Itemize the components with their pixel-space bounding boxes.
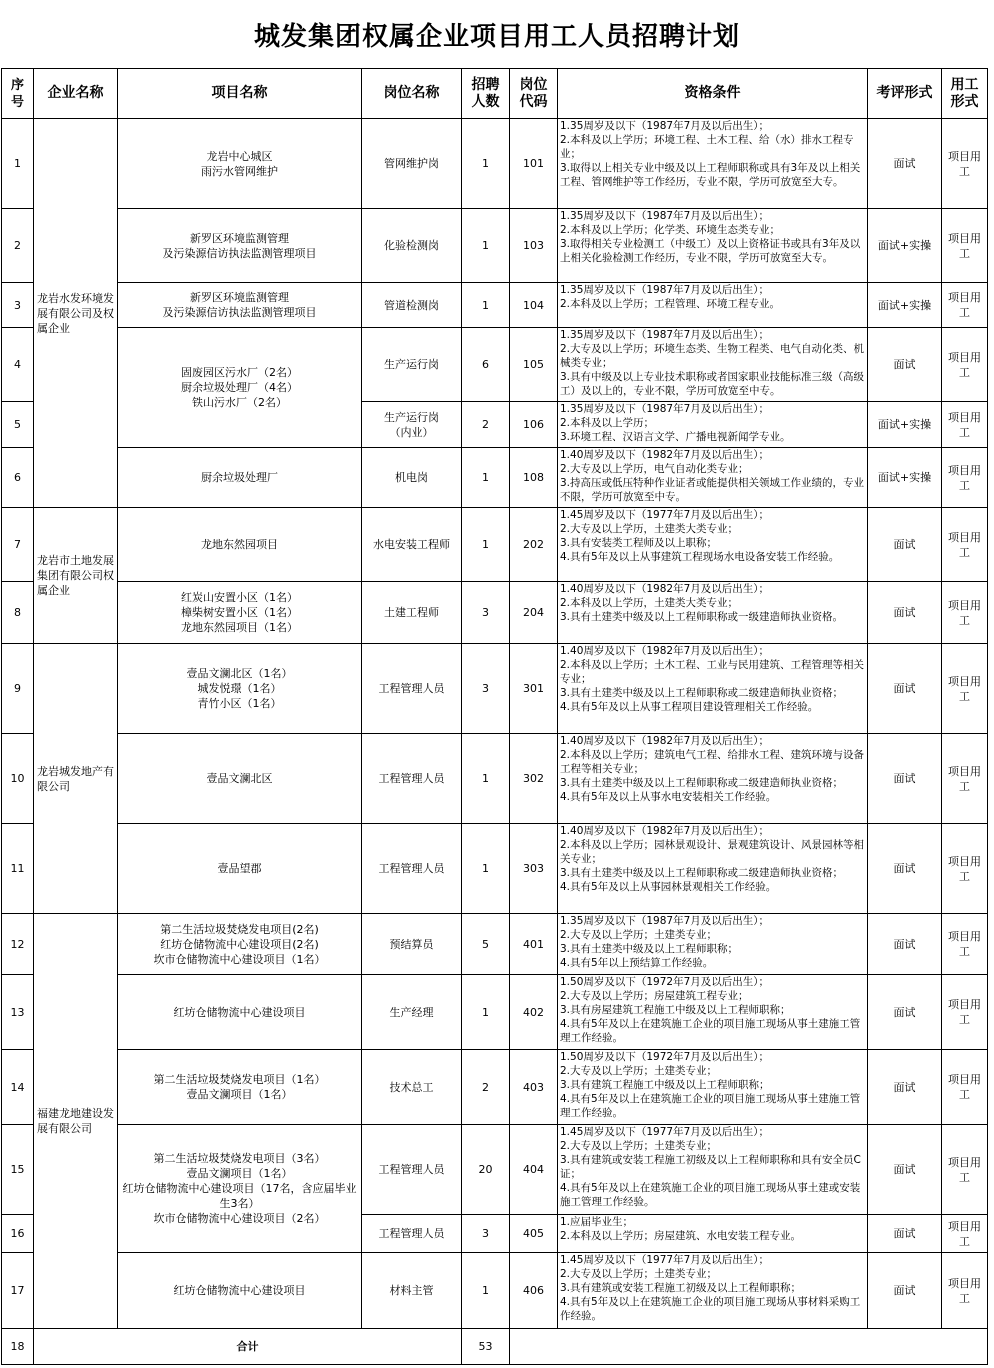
position-cell: 生产运行岗 — [362, 328, 462, 402]
qualification-line: 1.45周岁及以下（1977年7月及以后出生）； — [560, 1254, 770, 1266]
qualification-line: 4.具有5年及以上在建筑施工企业的项目施工现场从事材料采购工作经验。 — [560, 1296, 861, 1322]
employment-cell: 项目用工 — [942, 914, 988, 975]
table-row — [2, 582, 988, 644]
seq-cell: 4 — [2, 328, 34, 402]
qualification-line: 3.取得相关专业检测工（中级工）及以上资格证书或具有3年及以上相关化验检测工作经历，专业不限，学历可放宽至大专。 — [560, 238, 861, 264]
qualification-line: 2.大专及以上学历；土建类专业； — [560, 1140, 718, 1152]
eval-cell: 面试+实操 — [868, 209, 942, 283]
qualification-cell — [558, 328, 868, 402]
eval-cell: 面试 — [868, 1125, 942, 1215]
count-cell: 1 — [462, 824, 510, 914]
count-cell: 1 — [462, 1253, 510, 1329]
eval-cell: 面试 — [868, 328, 942, 402]
qualification-cell — [558, 283, 868, 328]
seq-cell: 17 — [2, 1253, 34, 1329]
table-row — [2, 1050, 988, 1125]
table-row — [2, 209, 988, 283]
code-cell: 204 — [510, 582, 558, 644]
employment-cell: 项目用工 — [942, 1253, 988, 1329]
qualification-line: 3.具有土建类中级及以上工程师职称或二级建造师执业资格； — [560, 867, 844, 879]
position-cell: 土建工程师 — [362, 582, 462, 644]
seq-cell: 16 — [2, 1215, 34, 1253]
code-cell: 406 — [510, 1253, 558, 1329]
count-cell: 1 — [462, 209, 510, 283]
eval-cell: 面试 — [868, 508, 942, 582]
qualification-line: 1.45周岁及以下（1977年7月及以后出生）； — [560, 509, 770, 521]
table-row — [2, 283, 988, 328]
employment-cell: 项目用工 — [942, 644, 988, 734]
company-cell: 福建龙地建设发展有限公司 — [34, 914, 118, 1329]
qualification-cell — [558, 1125, 868, 1215]
code-cell: 405 — [510, 1215, 558, 1253]
eval-cell: 面试 — [868, 734, 942, 824]
qualification-line: 4.具有5年及以上在建筑施工企业的项目施工现场从事土建施工管理工作经验。 — [560, 1093, 861, 1119]
employment-cell: 项目用工 — [942, 975, 988, 1050]
seq-cell: 15 — [2, 1125, 34, 1215]
project-cell: 壹品文澜北区 — [118, 734, 362, 824]
qualification-line: 1.40周岁及以下（1982年7月及以后出生）； — [560, 583, 770, 595]
code-cell: 402 — [510, 975, 558, 1050]
employment-cell: 项目用工 — [942, 283, 988, 328]
qualification-line: 1.50周岁及以下（1972年7月及以后出生）； — [560, 976, 770, 988]
project-cell: 新罗区环境监测管理 及污染源信访执法监测管理项目 — [118, 283, 362, 328]
count-cell: 5 — [462, 914, 510, 975]
table-row — [2, 644, 988, 734]
qualification-line: 2.本科及以上学历；环境工程、土木工程、给（水）排水工程专业； — [560, 134, 854, 160]
qualification-cell — [558, 644, 868, 734]
project-cell: 固废园区污水厂（2名） 厨余垃圾处理厂（4名） 铁山污水厂（2名） — [118, 328, 362, 448]
qualification-line: 1.40周岁及以下（1982年7月及以后出生）； — [560, 825, 770, 837]
qualification-line: 4.具有5年及以上从事园林景观相关工作经验。 — [560, 881, 777, 893]
employment-cell: 项目用工 — [942, 1125, 988, 1215]
seq-cell: 5 — [2, 402, 34, 448]
qualification-line: 1.35周岁及以下（1987年7月及以后出生）； — [560, 120, 770, 132]
qualification-line: 2.大专及以上学历；房屋建筑工程专业； — [560, 990, 749, 1002]
seq-cell: 14 — [2, 1050, 34, 1125]
header-row — [2, 69, 988, 119]
seq-cell: 10 — [2, 734, 34, 824]
empty-cell — [510, 1329, 988, 1365]
seq-cell: 2 — [2, 209, 34, 283]
code-cell: 403 — [510, 1050, 558, 1125]
qualification-line: 2.本科及以上学历；建筑电气工程、给排水工程、建筑环境与设备工程等相关专业； — [560, 749, 865, 775]
qualification-cell — [558, 582, 868, 644]
qualification-line: 2.大专及以上学历；环境生态类、生物工程类、电气自动化类、机械类专业； — [560, 343, 865, 369]
qualification-cell — [558, 824, 868, 914]
table-row — [2, 1253, 988, 1329]
employment-cell: 项目用工 — [942, 824, 988, 914]
code-cell: 103 — [510, 209, 558, 283]
qualification-cell — [558, 402, 868, 448]
employment-cell: 项目用工 — [942, 448, 988, 508]
qualification-line: 2.大专及以上学历；土建类专业； — [560, 1065, 718, 1077]
employment-cell: 项目用工 — [942, 328, 988, 402]
header-qual: 资格条件 — [558, 69, 868, 119]
eval-cell: 面试 — [868, 119, 942, 209]
count-cell: 1 — [462, 448, 510, 508]
qualification-line: 3.持高压或低压特种作业证者或能提供相关领域工作业绩的，专业不限，学历可放宽至中专。 — [560, 477, 865, 503]
position-cell: 水电安装工程师 — [362, 508, 462, 582]
qualification-line: 3.具有土建类中级及以上工程师职称或一级建造师执业资格。 — [560, 611, 844, 623]
qualification-line: 1.35周岁及以下（1987年7月及以后出生）； — [560, 915, 770, 927]
project-cell: 红炭山安置小区（1名） 樟柴树安置小区（1名） 龙地东然园项目（1名） — [118, 582, 362, 644]
position-cell: 预结算员 — [362, 914, 462, 975]
seq-cell: 6 — [2, 448, 34, 508]
eval-cell: 面试 — [868, 582, 942, 644]
count-cell: 1 — [462, 975, 510, 1050]
eval-cell: 面试+实操 — [868, 448, 942, 508]
project-cell: 龙地东然园项目 — [118, 508, 362, 582]
eval-cell: 面试 — [868, 824, 942, 914]
employment-cell: 项目用工 — [942, 1215, 988, 1253]
position-cell: 工程管理人员 — [362, 1125, 462, 1215]
project-cell: 红坊仓储物流中心建设项目 — [118, 1253, 362, 1329]
eval-cell: 面试 — [868, 1253, 942, 1329]
qualification-line: 1.35周岁及以下（1987年7月及以后出生）； — [560, 284, 770, 296]
employment-cell: 项目用工 — [942, 119, 988, 209]
employment-cell: 项目用工 — [942, 508, 988, 582]
qualification-line: 2.本科及以上学历；房屋建筑、水电安装工程专业。 — [560, 1230, 802, 1242]
qualification-cell — [558, 448, 868, 508]
page-title: 城发集团权属企业项目用工人员招聘计划 — [253, 21, 740, 52]
qualification-line: 2.本科及以上学历；工程管理、环境工程专业。 — [560, 298, 781, 310]
qualification-line: 4.具有5年及以上在建筑施工企业的项目施工现场从事土建或安装施工管理工作经验。 — [560, 1182, 861, 1208]
table-row — [2, 975, 988, 1050]
qualification-line: 1.40周岁及以下（1982年7月及以后出生）； — [560, 449, 770, 461]
count-cell: 1 — [462, 508, 510, 582]
total-label: 合计 — [34, 1329, 462, 1365]
qualification-line: 3.具有建筑工程施工中级及以上工程师职称； — [560, 1079, 770, 1091]
project-cell: 壹品望郡 — [118, 824, 362, 914]
qualification-line: 2.大专及以上学历；土建类专业； — [560, 1268, 718, 1280]
seq-cell: 9 — [2, 644, 34, 734]
position-cell: 机电岗 — [362, 448, 462, 508]
qualification-line: 3.环境工程、汉语言文学、广播电视新闻学专业。 — [560, 431, 791, 443]
project-cell: 红坊仓储物流中心建设项目 — [118, 975, 362, 1050]
seq-cell: 18 — [2, 1329, 34, 1365]
position-cell: 材料主管 — [362, 1253, 462, 1329]
qualification-line: 3.具有土建类中级及以上工程师职称或二级建造师执业资格； — [560, 687, 844, 699]
qualification-line: 2.本科及以上学历，土建类大类专业； — [560, 597, 739, 609]
qualification-line: 3.具有房屋建筑工程施工中级及以上工程师职称； — [560, 1004, 791, 1016]
header-eval: 考评形式 — [868, 69, 942, 119]
seq-cell: 1 — [2, 119, 34, 209]
eval-cell: 面试+实操 — [868, 283, 942, 328]
count-cell: 1 — [462, 734, 510, 824]
project-cell: 第二生活垃圾焚烧发电项目(2名) 红坊仓储物流中心建设项目(2名) 坎市仓储物流中心建设项目（1名） — [118, 914, 362, 975]
code-cell: 101 — [510, 119, 558, 209]
qualification-line: 1.应届毕业生； — [560, 1216, 634, 1228]
employment-cell: 项目用工 — [942, 582, 988, 644]
position-cell: 工程管理人员 — [362, 734, 462, 824]
qualification-line: 4.具有5年及以上从事水电安装相关工作经验。 — [560, 791, 777, 803]
count-cell: 3 — [462, 582, 510, 644]
qualification-cell — [558, 508, 868, 582]
qualification-line: 2.大专及以上学历，电气自动化类专业； — [560, 463, 749, 475]
count-cell: 1 — [462, 119, 510, 209]
count-cell: 3 — [462, 1215, 510, 1253]
qualification-line: 4.具有5年及以上从事工程项目建设管理相关工作经验。 — [560, 701, 819, 713]
qualification-line: 1.35周岁及以下（1987年7月及以后出生）； — [560, 210, 770, 222]
count-cell: 3 — [462, 644, 510, 734]
code-cell: 301 — [510, 644, 558, 734]
position-cell: 生产运行岗 （内业） — [362, 402, 462, 448]
header-seq: 序号 — [2, 69, 34, 119]
project-cell: 龙岩中心城区 雨污水管网维护 — [118, 119, 362, 209]
qualification-cell — [558, 1050, 868, 1125]
qualification-cell — [558, 975, 868, 1050]
company-cell: 龙岩城发地产有限公司 — [34, 644, 118, 914]
recruitment-table — [1, 68, 988, 1365]
total-count: 53 — [462, 1329, 510, 1365]
code-cell: 303 — [510, 824, 558, 914]
count-cell: 1 — [462, 283, 510, 328]
table-row — [2, 448, 988, 508]
code-cell: 401 — [510, 914, 558, 975]
qualification-line: 1.45周岁及以下（1977年7月及以后出生）； — [560, 1126, 770, 1138]
qualification-line: 3.具有建筑或安装工程施工初级及以上工程师职称和具有安全员C证； — [560, 1154, 861, 1180]
qualification-line: 1.35周岁及以下（1987年7月及以后出生）； — [560, 403, 770, 415]
eval-cell: 面试 — [868, 1050, 942, 1125]
employment-cell: 项目用工 — [942, 209, 988, 283]
project-cell: 第二生活垃圾焚烧发电项目（3名） 壹品文澜项目（1名） 红坊仓储物流中心建设项目（17名，含应届毕业生3名） 坎市仓储物流中心建设项目（2名） — [118, 1125, 362, 1253]
header-position: 岗位名称 — [362, 69, 462, 119]
seq-cell: 13 — [2, 975, 34, 1050]
qualification-cell — [558, 734, 868, 824]
qualification-line: 3.具有建筑或安装工程施工初级及以上工程师职称； — [560, 1282, 802, 1294]
qualification-line: 3.具有土建类中级及以上工程师职称或二级建造师执业资格； — [560, 777, 844, 789]
code-cell: 104 — [510, 283, 558, 328]
qualification-line: 3.取得以上相关专业中级及以上工程师职称或具有3年及以上相关工程、管网维护等工作经历，专业不限，学历可放宽至大专。 — [560, 162, 861, 188]
seq-cell: 12 — [2, 914, 34, 975]
qualification-line: 2.本科及以上学历； — [560, 417, 655, 429]
qualification-line: 4.具有5年及以上从事建筑工程现场水电设备安装工作经验。 — [560, 551, 840, 563]
position-cell: 工程管理人员 — [362, 1215, 462, 1253]
qualification-line: 3.具有土建类中级及以上工程师职称； — [560, 943, 739, 955]
project-cell: 壹品文澜北区（1名） 城发悦璟（1名） 青竹小区（1名） — [118, 644, 362, 734]
code-cell: 106 — [510, 402, 558, 448]
eval-cell: 面试 — [868, 975, 942, 1050]
seq-cell: 11 — [2, 824, 34, 914]
project-cell: 厨余垃圾处理厂 — [118, 448, 362, 508]
code-cell: 404 — [510, 1125, 558, 1215]
header-emp: 用工形式 — [942, 69, 988, 119]
header-count: 招聘人数 — [462, 69, 510, 119]
seq-cell: 7 — [2, 508, 34, 582]
total-row — [2, 1329, 988, 1365]
company-cell: 龙岩水发环境发展有限公司及权属企业 — [34, 119, 118, 508]
qualification-line: 4.具有5年以上预结算工作经验。 — [560, 957, 714, 969]
position-cell: 技术总工 — [362, 1050, 462, 1125]
table-row — [2, 734, 988, 824]
count-cell: 2 — [462, 402, 510, 448]
qualification-cell — [558, 914, 868, 975]
eval-cell: 面试 — [868, 914, 942, 975]
qualification-line: 4.具有5年及以上在建筑施工企业的项目施工现场从事土建施工管理工作经验。 — [560, 1018, 861, 1044]
qualification-line: 2.本科及以上学历；化学类、环境生态类专业； — [560, 224, 781, 236]
qualification-line: 1.35周岁及以下（1987年7月及以后出生）； — [560, 329, 770, 341]
table-row — [2, 328, 988, 402]
table-row — [2, 119, 988, 209]
table-row — [2, 508, 988, 582]
count-cell: 2 — [462, 1050, 510, 1125]
header-project: 项目名称 — [118, 69, 362, 119]
employment-cell: 项目用工 — [942, 402, 988, 448]
code-cell: 302 — [510, 734, 558, 824]
eval-cell: 面试 — [868, 644, 942, 734]
code-cell: 105 — [510, 328, 558, 402]
qualification-line: 2.大专及以上学历，土建类大类专业； — [560, 523, 739, 535]
qualification-cell — [558, 209, 868, 283]
position-cell: 工程管理人员 — [362, 824, 462, 914]
code-cell: 108 — [510, 448, 558, 508]
position-cell: 化验检测岗 — [362, 209, 462, 283]
project-cell: 第二生活垃圾焚烧发电项目（1名） 壹品文澜项目（1名） — [118, 1050, 362, 1125]
table-row — [2, 1125, 988, 1215]
eval-cell: 面试 — [868, 1215, 942, 1253]
seq-cell: 3 — [2, 283, 34, 328]
qualification-line: 1.40周岁及以下（1982年7月及以后出生）； — [560, 645, 770, 657]
qualification-cell — [558, 1253, 868, 1329]
qualification-line: 1.50周岁及以下（1972年7月及以后出生）； — [560, 1051, 770, 1063]
company-cell: 龙岩市土地发展集团有限公司权属企业 — [34, 508, 118, 644]
qualification-line: 3.具有安装类工程师及以上职称； — [560, 537, 718, 549]
qualification-line: 2.本科及以上学历；园林景观设计、景观建筑设计、风景园林等相关专业； — [560, 839, 865, 865]
qualification-cell — [558, 119, 868, 209]
count-cell: 20 — [462, 1125, 510, 1215]
code-cell: 202 — [510, 508, 558, 582]
position-cell: 生产经理 — [362, 975, 462, 1050]
header-company: 企业名称 — [34, 69, 118, 119]
qualification-line: 1.40周岁及以下（1982年7月及以后出生）； — [560, 735, 770, 747]
seq-cell: 8 — [2, 582, 34, 644]
qualification-cell — [558, 1215, 868, 1253]
qualification-line: 2.大专及以上学历；土建类专业； — [560, 929, 718, 941]
position-cell: 工程管理人员 — [362, 644, 462, 734]
header-code: 岗位代码 — [510, 69, 558, 119]
project-cell: 新罗区环境监测管理 及污染源信访执法监测管理项目 — [118, 209, 362, 283]
qualification-line: 2.本科及以上学历；土木工程、工业与民用建筑、工程管理等相关专业； — [560, 659, 865, 685]
eval-cell: 面试+实操 — [868, 402, 942, 448]
table-row — [2, 914, 988, 975]
position-cell: 管道检测岗 — [362, 283, 462, 328]
employment-cell: 项目用工 — [942, 1050, 988, 1125]
qualification-line: 3.具有中级及以上专业技术职称或者国家职业技能标准三级（高级工）及以上的，专业不限，学历可放宽至中专。 — [560, 371, 865, 397]
table-row — [2, 824, 988, 914]
position-cell: 管网维护岗 — [362, 119, 462, 209]
count-cell: 6 — [462, 328, 510, 402]
employment-cell: 项目用工 — [942, 734, 988, 824]
